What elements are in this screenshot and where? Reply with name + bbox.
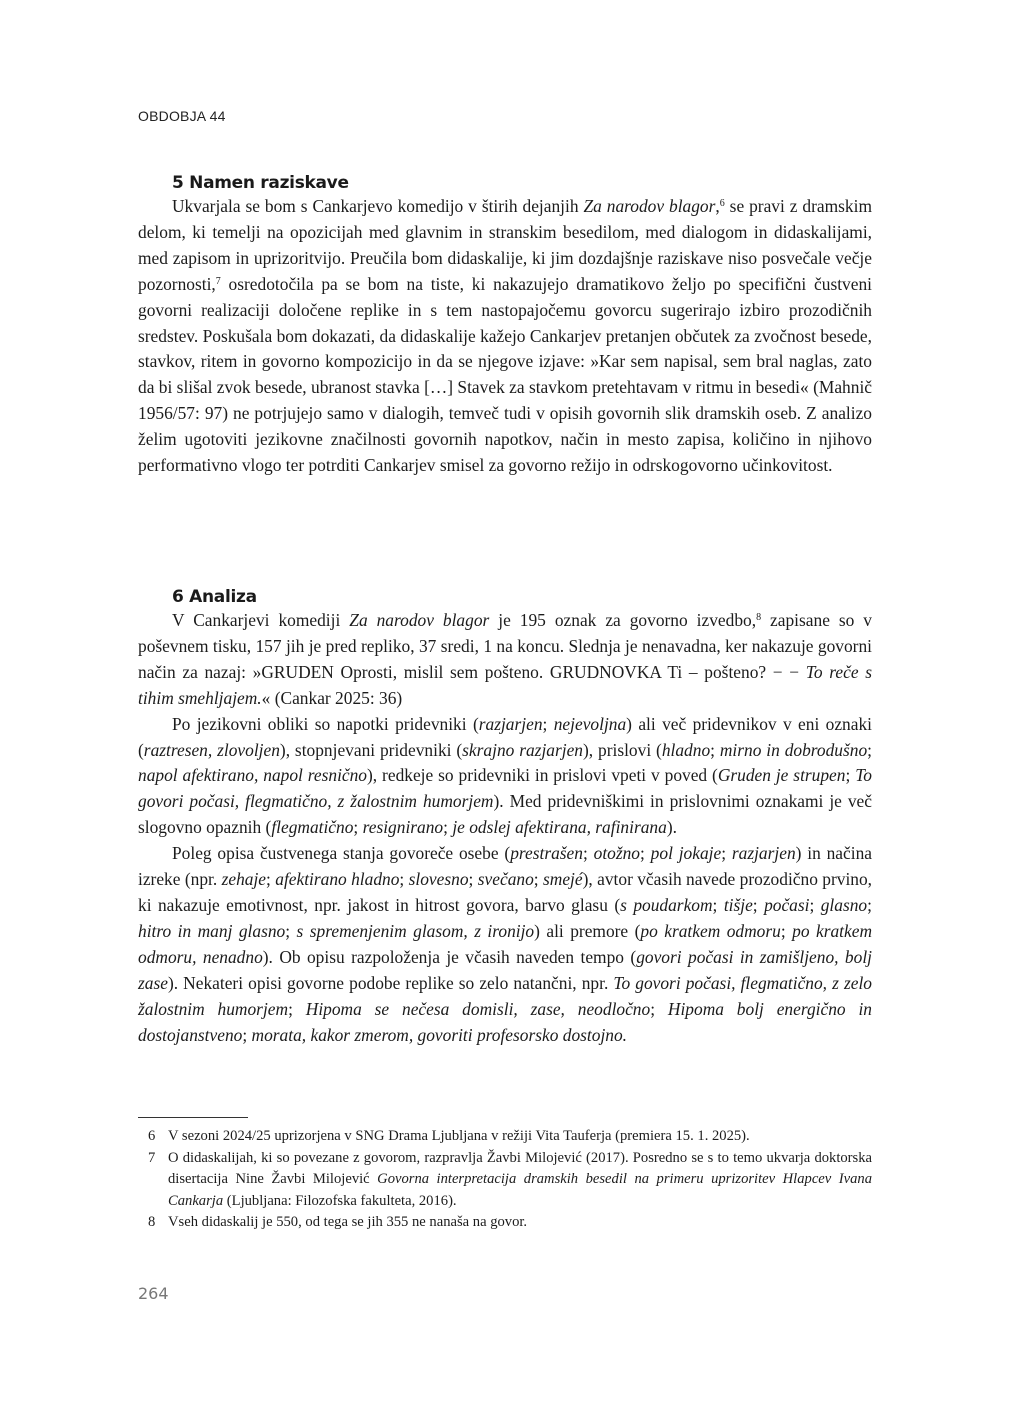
- text-run: ;: [809, 894, 821, 915]
- footnote-ref[interactable]: 8: [756, 612, 762, 623]
- italic-run: Hipoma bolj energično in dostojanstveno: [138, 998, 872, 1045]
- italic-run: tišje: [723, 894, 753, 915]
- text-run: ;: [867, 739, 872, 760]
- footnote-text: [168, 1212, 872, 1234]
- italic-run: po kratkem odmoru, nenadno: [138, 920, 872, 967]
- text-run: osredotočila pa se bom na tiste, ki nakazujejo dramatikovo željo po specifični čustveni govorni realizaciji določene replike in s tem nastopajočemu govorcu sugerirajo izbiro prozodičnih sredstev. Poskušala bom dokazati, da didaskalije kažejo Cankarjev pretanjen občutek za zvočnost besede, stavkov, ritem in govorno kompozicijo in da se njegove izjave: »Kar sem napisal, sem bral naglas, zato da bi slišal zvok besede, ubranost stavka […] Stavek za stavkom pretehtavam v ritmu in besedi« (Mahnič 1956/57: 97) ne potrjujejo samo v dialogih, temveč tudi v opisih govornih slik dramskih oseb. Z analizo želim ugotoviti jezikovne značilnosti govornih napotkov, način in mesto zapisa, količino in njihovo performativno vlogo ter potrditi Cankarjev smisel za govorno režijo in odrskogovorno učinkovitost.: [138, 273, 872, 476]
- italic-run: otožno: [593, 843, 641, 864]
- italic-run: govori počasi in zamišljeno, bolj zase: [138, 946, 872, 993]
- italic-run: flegmatično: [271, 817, 354, 838]
- section-6: [138, 586, 872, 1048]
- text-run: ;: [399, 869, 409, 890]
- paragraph: [138, 194, 872, 479]
- italic-run: mirno in dobrodušno: [719, 739, 868, 760]
- italic-run: afektirano hladno: [275, 869, 400, 890]
- text-run: Vseh didaskalij je 550, od tega se jih 355 ne nanaša na govor.: [168, 1214, 528, 1231]
- text-run: ;: [640, 843, 651, 864]
- text-run: ). Med pridevniškimi in prislovnimi oznakami je več slogovno opaznih (: [138, 791, 872, 838]
- paragraph: [138, 841, 872, 1048]
- text-run: ;: [710, 739, 720, 760]
- italic-run: s spremenjenim glasom, z ironijo: [296, 920, 535, 941]
- footnote-separator: [138, 1117, 248, 1118]
- footnote: [148, 1148, 872, 1213]
- italic-run: To govori počasi, flegmatično, z žalostnim humorjem: [138, 765, 872, 812]
- text-run: Ukvarjala se bom s Cankarjevo komedijo v štirih dejanjih: [172, 196, 584, 216]
- text-run: se pravi z dramskim delom, ki temelji na opozicijah med glavnim in stranskim besedilom, med dialogom in didaskalijami, med zapisom in uprizoritvijo. Preučila bom didaskalije, ki jim dozdajšnje raziskave niso posvečale večje pozornosti,: [138, 196, 872, 294]
- italic-run: razjarjen: [478, 713, 543, 734]
- italic-run: zehaje: [221, 869, 267, 890]
- italic-quote: To reče s tihim smehljajem.: [138, 661, 872, 708]
- italic-run: razjarjen: [731, 843, 796, 864]
- footnote: [148, 1212, 872, 1234]
- footnote-ref[interactable]: 7: [215, 275, 221, 287]
- section-5: [138, 172, 872, 479]
- italic-run: hitro in manj glasno: [138, 920, 286, 941]
- italic-run: raztresen, zlovoljen: [143, 739, 280, 760]
- italic-run: pol jokaje: [650, 843, 722, 864]
- footnote-text: [168, 1126, 872, 1148]
- text-run: ).: [666, 817, 677, 838]
- italic-run: s poudarkom: [620, 894, 713, 915]
- text-run: ), prislovi (: [582, 739, 662, 760]
- text-run: ;: [712, 894, 724, 915]
- text-run: je 195 oznak za govorno izvedbo,: [489, 610, 757, 630]
- text-run: ;: [288, 998, 306, 1019]
- italic-run: je odslej afektirana, rafinirana: [452, 817, 667, 838]
- text-run: ), redkeje so pridevniki in prislovi vpeti v poved (: [367, 765, 718, 786]
- text-run: ;: [650, 998, 668, 1019]
- footnotes: [148, 1126, 872, 1234]
- italic-run: Hipoma se nečesa domisli, zase, neodločno: [305, 998, 651, 1019]
- text-run: ;: [752, 894, 765, 915]
- footnote-text: [168, 1148, 872, 1213]
- italic-run: resignirano: [362, 817, 444, 838]
- italic-run: prestrašen: [510, 843, 583, 864]
- paragraph: [138, 712, 872, 842]
- text-run: ;: [468, 869, 478, 890]
- italic-run: To govori počasi, flegmatično, z zelo žalostnim humorjem: [138, 972, 872, 1019]
- italic-title: Za narodov blagor: [583, 196, 716, 216]
- text-run: ;: [285, 920, 297, 941]
- italic-run: skrajno razjarjen: [462, 739, 583, 760]
- text-run: ) ali več pridevnikov v eni oznaki (: [138, 713, 872, 760]
- text-run: Poleg opisa čustvenega stanja govoreče osebe (: [172, 843, 511, 864]
- text-run: ). Nekateri opisi govorne podobe replike so zelo natančni, npr.: [167, 972, 614, 993]
- text-run: ;: [266, 869, 276, 890]
- text-run: ;: [845, 765, 856, 786]
- italic-run: Govorna interpretacija dramskih besedil na primeru uprizoritev Hlapcev Ivana Cankarja: [168, 1171, 872, 1209]
- footnote-ref[interactable]: 6: [719, 198, 725, 209]
- text-run: ;: [721, 843, 732, 864]
- text-run: ;: [443, 817, 453, 838]
- footnote-number: 6: [148, 1128, 156, 1144]
- italic-run: morata, kakor zmerom, govoriti profesorsko dostojno.: [251, 1024, 628, 1045]
- text-run: ;: [242, 1024, 252, 1045]
- italic-run: napol afektirano, napol resnično: [138, 765, 368, 786]
- text-run: ) ali premore (: [534, 920, 641, 941]
- text-run: ;: [867, 894, 872, 915]
- italic-run: slovesno: [408, 869, 469, 890]
- text-run: ), avtor včasih navede prozodično prvino, ki nakazuje emotivnost, npr. jakost in hitrost govora, barvo glasu (: [138, 869, 873, 915]
- text-run: zapisane so v poševnem tisku, 157 jih je pred repliko, 37 sredi, 1 na koncu. Slednja je nenavadna, ker nakazuje govorni način za nazaj: »GRUDEN Oprosti, mislil sem pošteno. GRUDNOVKA Ti – pošteno? − −: [138, 610, 873, 682]
- running-head: OBDOBJA 44: [138, 108, 226, 124]
- footnote-number: 8: [148, 1214, 156, 1231]
- text-run: ;: [533, 869, 543, 890]
- italic-run: svečano: [477, 869, 534, 890]
- text-run: « (Cankar 2025: 36): [261, 687, 403, 708]
- text-run: ,: [715, 196, 720, 216]
- text-run: V Cankarjevi komediji: [172, 610, 350, 630]
- text-run: ;: [542, 713, 554, 734]
- text-run: V sezoni 2024/25 uprizorjena v SNG Drama Ljubljana v režiji Vita Tauferja (premiera 15. 1. 2025).: [168, 1128, 750, 1144]
- text-run: ) in načina izreke (npr.: [138, 843, 872, 890]
- text-run: ;: [780, 920, 793, 941]
- text-run: ;: [582, 843, 594, 864]
- italic-run: Gruden je strupen: [717, 765, 846, 786]
- text-run: (Ljubljana: Filozofska fakulteta, 2016).: [223, 1192, 457, 1209]
- page-number: 264: [138, 1284, 169, 1303]
- section-heading: 5 Namen raziskave: [172, 173, 349, 193]
- text-run: O didaskalijah, ki so povezane z govorom, razpravlja Žavbi Milojević (2017). Posredno se s to temo ukvarja doktorska disertacija Nine Žavbi Milojević: [168, 1149, 872, 1188]
- text-run: ). Ob opisu razpoloženja je včasih naveden tempo (: [262, 946, 637, 967]
- footnote: [148, 1126, 872, 1148]
- section-heading: 6 Analiza: [172, 587, 257, 607]
- italic-run: smejé: [543, 869, 583, 890]
- italic-title: Za narodov blagor: [349, 610, 490, 630]
- text-run: ), stopnjevani pridevniki (: [279, 739, 463, 760]
- footnote-number: 7: [148, 1149, 156, 1166]
- italic-run: po kratkem odmoru: [640, 920, 781, 941]
- italic-run: počasi: [764, 894, 810, 915]
- italic-run: nejevoljna: [553, 713, 627, 734]
- italic-run: glasno: [820, 894, 868, 915]
- text-run: Po jezikovni obliki so napotki pridevniki (: [172, 713, 479, 734]
- text-run: ;: [353, 817, 363, 838]
- italic-run: hladno: [661, 739, 711, 760]
- paragraph: [138, 608, 872, 712]
